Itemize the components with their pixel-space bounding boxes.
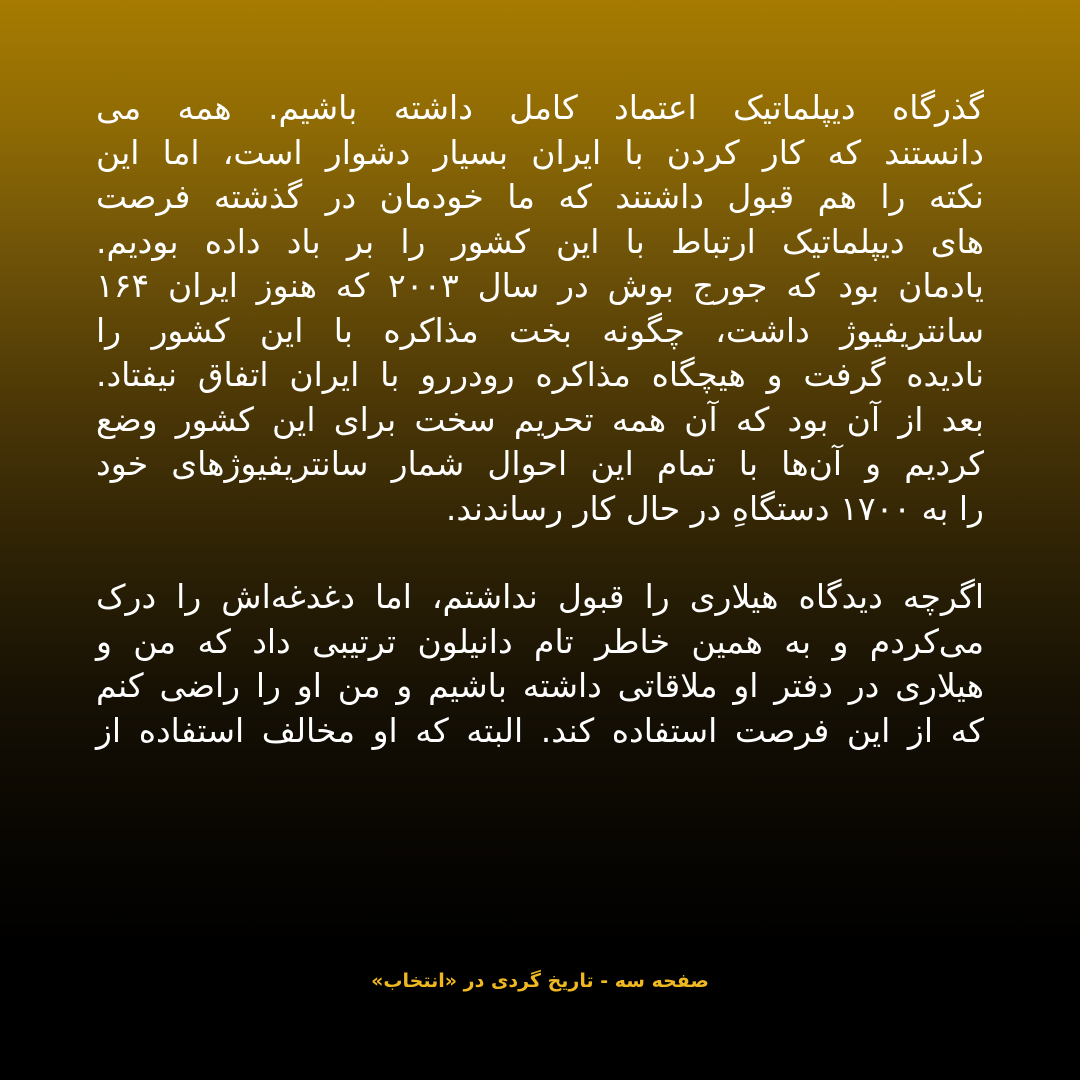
text-line: می‌کردم و به همین خاطر تام دانیلون ترتیبی داد که من و: [96, 621, 984, 661]
text-line: سانتریفیوژ داشت، چگونه بخت مذاکره با این کشور را: [96, 310, 984, 350]
paragraph-2: [96, 575, 984, 753]
paragraph-1: [96, 86, 984, 531]
text-line: گذرگاه دیپلماتیک اعتماد کامل داشته باشیم. همه می: [96, 88, 984, 127]
body-text: [96, 86, 984, 753]
text-line: دانستند که کار کردن با ایران بسیار دشوار است، اما این: [96, 132, 984, 172]
text-line: نکته را هم قبول داشتند که ما خودمان در گذشته فرصت: [96, 177, 984, 216]
text-line: بعد از آن بود که آن همه تحریم سخت برای این کشور وضع: [96, 399, 984, 439]
text-line: که از این فرصت استفاده کند. البته که او مخالف استفاده از: [96, 710, 984, 750]
footer-caption: صفحه سه - تاریخ گردی در «انتخاب»: [371, 970, 709, 992]
text-line: کردیم و آن‌ها با تمام این احوال شمار سانتریفیوژهای خود: [96, 444, 984, 483]
text-line: های دیپلماتیک ارتباط با این کشور را بر باد داده بودیم.: [96, 221, 984, 261]
text-line: نادیده گرفت و هیچگاه مذاکره رودررو با ایران اتفاق نیفتاد.: [96, 355, 984, 394]
text-line: یادمان بود که جورج بوش در سال ۲۰۰۳ که هنوز ایران ۱۶۴: [96, 266, 984, 305]
text-line: هیلاری در دفتر او ملاقاتی داشته باشیم و من او را راضی کنم: [96, 666, 984, 705]
text-line: را به ۱۷۰۰ دستگاهِ در حال کار رساندند.: [445, 488, 984, 528]
text-line: اگرچه دیدگاه هیلاری را قبول نداشتم، اما دغدغه‌اش را درک: [96, 577, 984, 616]
